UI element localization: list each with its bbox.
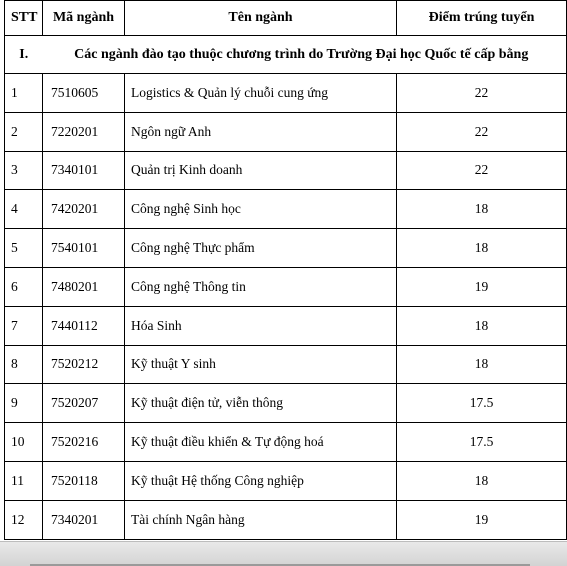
section-number: I.: [5, 36, 43, 74]
major-name: Hóa Sinh: [125, 306, 397, 345]
major-name: Ngôn ngữ Anh: [125, 112, 397, 151]
table-row: [5, 500, 567, 539]
table-row: [5, 74, 567, 113]
row-number: 12: [5, 500, 43, 539]
major-name: Công nghệ Thông tin: [125, 267, 397, 306]
row-number: 4: [5, 190, 43, 229]
header-stt: STT: [5, 1, 43, 36]
row-number: 7: [5, 306, 43, 345]
major-code: 7540101: [43, 229, 125, 268]
admission-score: 18: [397, 345, 567, 384]
admission-score: 22: [397, 151, 567, 190]
major-name: Tài chính Ngân hàng: [125, 500, 397, 539]
table-row: [5, 267, 567, 306]
admission-score: 17.5: [397, 384, 567, 423]
admission-score: 22: [397, 112, 567, 151]
major-code: 7340101: [43, 151, 125, 190]
major-code: 7520216: [43, 423, 125, 462]
major-name: Công nghệ Thực phẩm: [125, 229, 397, 268]
major-code: 7420201: [43, 190, 125, 229]
row-number: 2: [5, 112, 43, 151]
table-row: [5, 190, 567, 229]
row-number: 9: [5, 384, 43, 423]
major-code: 7520118: [43, 461, 125, 500]
table-header-row: [5, 1, 567, 36]
admission-scores-table: [4, 0, 567, 540]
header-major-code: Mã ngành: [43, 1, 125, 36]
table-row: [5, 345, 567, 384]
admission-score: 19: [397, 267, 567, 306]
table-row: [5, 151, 567, 190]
admission-score: 18: [397, 190, 567, 229]
major-name: Công nghệ Sinh học: [125, 190, 397, 229]
admission-score: 18: [397, 229, 567, 268]
table-row: [5, 384, 567, 423]
major-code: 7520212: [43, 345, 125, 384]
row-number: 1: [5, 74, 43, 113]
major-name: Logistics & Quản lý chuỗi cung ứng: [125, 74, 397, 113]
major-name: Kỹ thuật điều khiển & Tự động hoá: [125, 423, 397, 462]
horizontal-scrollbar[interactable]: [0, 541, 567, 566]
major-name: Kỹ thuật Hệ thống Công nghiệp: [125, 461, 397, 500]
major-code: 7510605: [43, 74, 125, 113]
major-code: 7520207: [43, 384, 125, 423]
major-code: 7440112: [43, 306, 125, 345]
row-number: 5: [5, 229, 43, 268]
section-row: [5, 36, 567, 74]
header-major-name: Tên ngành: [125, 1, 397, 36]
row-number: 3: [5, 151, 43, 190]
admission-score: 19: [397, 500, 567, 539]
row-number: 6: [5, 267, 43, 306]
header-admission-score: Điểm trúng tuyển: [397, 1, 567, 36]
admission-score: 18: [397, 461, 567, 500]
row-number: 10: [5, 423, 43, 462]
row-number: 11: [5, 461, 43, 500]
table-row: [5, 306, 567, 345]
major-code: 7220201: [43, 112, 125, 151]
major-name: Kỹ thuật điện tử, viễn thông: [125, 384, 397, 423]
table-row: [5, 423, 567, 462]
table-row: [5, 229, 567, 268]
admission-score: 22: [397, 74, 567, 113]
major-code: 7340201: [43, 500, 125, 539]
row-number: 8: [5, 345, 43, 384]
table-row: [5, 461, 567, 500]
table-row: [5, 112, 567, 151]
admission-score: 18: [397, 306, 567, 345]
section-title: Các ngành đào tạo thuộc chương trình do Trường Đại học Quốc tế cấp bằng: [43, 36, 567, 74]
major-code: 7480201: [43, 267, 125, 306]
major-name: Kỹ thuật Y sinh: [125, 345, 397, 384]
admission-score: 17.5: [397, 423, 567, 462]
major-name: Quản trị Kinh doanh: [125, 151, 397, 190]
table-body: [5, 36, 567, 540]
